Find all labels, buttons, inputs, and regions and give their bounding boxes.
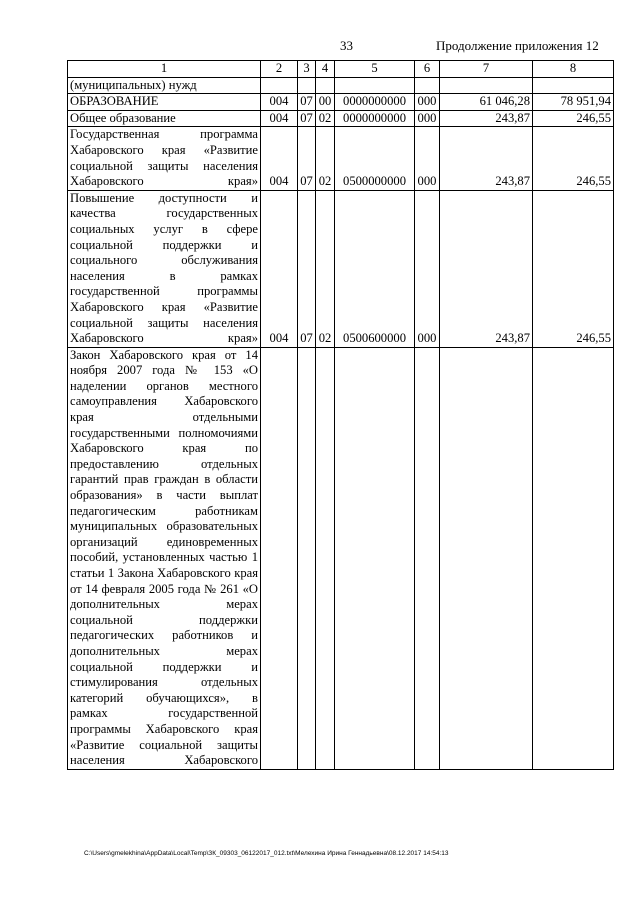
cell-target-article: 0500000000 xyxy=(335,127,415,190)
cell-section: 07 xyxy=(298,110,316,127)
cell-subsection xyxy=(316,77,335,94)
footer-file-path: C:\Users\gmelekhina\AppData\Local\Temp\ЗК_09303_06122017_012.txt\Мелехина Ирина Геннадьевна\08.12.2017 14:54:13 xyxy=(84,850,449,857)
cell-admin-code xyxy=(261,347,298,769)
cell-section: 07 xyxy=(298,94,316,111)
row-name: Общее образование xyxy=(68,110,261,127)
budget-table xyxy=(67,60,614,770)
cell-section: 07 xyxy=(298,190,316,347)
cell-amount-2 xyxy=(533,347,614,769)
column-header-4: 4 xyxy=(316,61,335,78)
column-header-3: 3 xyxy=(298,61,316,78)
cell-target-article xyxy=(335,77,415,94)
cell-subsection: 02 xyxy=(316,110,335,127)
cell-expense-type xyxy=(415,347,440,769)
cell-section xyxy=(298,347,316,769)
table-row xyxy=(68,110,614,127)
column-header-1: 1 xyxy=(68,61,261,78)
appendix-continuation-label: Продолжение приложения 12 xyxy=(436,38,599,53)
column-number-row xyxy=(68,61,614,78)
cell-subsection: 02 xyxy=(316,127,335,190)
cell-target-article: 0000000000 xyxy=(335,94,415,111)
cell-expense-type: 000 xyxy=(415,94,440,111)
cell-amount-1: 243,87 xyxy=(440,110,533,127)
cell-admin-code: 004 xyxy=(261,110,298,127)
cell-admin-code: 004 xyxy=(261,94,298,111)
cell-amount-1: 243,87 xyxy=(440,127,533,190)
table-row xyxy=(68,190,614,347)
cell-admin-code: 004 xyxy=(261,190,298,347)
row-name: ОБРАЗОВАНИЕ xyxy=(68,94,261,111)
table-row xyxy=(68,347,614,769)
column-header-2: 2 xyxy=(261,61,298,78)
cell-target-article: 0000000000 xyxy=(335,110,415,127)
cell-expense-type xyxy=(415,77,440,94)
page-number: 33 xyxy=(340,38,353,53)
row-name: Государственная программа Хабаровского края «Развитие социальной защиты населения Хабаровского края» xyxy=(68,127,261,190)
column-header-5: 5 xyxy=(335,61,415,78)
cell-amount-2: 78 951,94 xyxy=(533,94,614,111)
cell-expense-type: 000 xyxy=(415,110,440,127)
row-name: (муниципальных) нужд xyxy=(68,77,261,94)
column-header-6: 6 xyxy=(415,61,440,78)
cell-target-article xyxy=(335,347,415,769)
table-row xyxy=(68,127,614,190)
cell-section: 07 xyxy=(298,127,316,190)
row-name: Повышение доступности и качества государственных социальных услуг в сфере социальной поддержки и социального обслуживания населения в рамках государственной программы Хабаровского края «Развитие социальной защиты населения Хабаровского края» xyxy=(68,190,261,347)
cell-amount-1: 243,87 xyxy=(440,190,533,347)
cell-subsection: 00 xyxy=(316,94,335,111)
cell-amount-1: 61 046,28 xyxy=(440,94,533,111)
cell-target-article: 0500600000 xyxy=(335,190,415,347)
cell-amount-2: 246,55 xyxy=(533,190,614,347)
column-header-8: 8 xyxy=(533,61,614,78)
cell-amount-1 xyxy=(440,77,533,94)
column-header-7: 7 xyxy=(440,61,533,78)
table-row xyxy=(68,94,614,111)
cell-amount-1 xyxy=(440,347,533,769)
cell-expense-type: 000 xyxy=(415,190,440,347)
cell-admin-code: 004 xyxy=(261,127,298,190)
cell-amount-2 xyxy=(533,77,614,94)
table-row xyxy=(68,77,614,94)
cell-admin-code xyxy=(261,77,298,94)
cell-amount-2: 246,55 xyxy=(533,127,614,190)
cell-subsection xyxy=(316,347,335,769)
cell-amount-2: 246,55 xyxy=(533,110,614,127)
cell-section xyxy=(298,77,316,94)
row-name: Закон Хабаровского края от 14 ноября 2007 года № 153 «О наделении органов местного самоуправления Хабаровского края отдельными государственными полномочиями Хабаровского края по предоставлению отдельных гарантий прав граждан в области образования» в части выплат педагогическим работникам муниципальных образовательных организаций единовременных пособий, установленных частью 1 статьи 1 Закона Хабаровского края от 14 февраля 2005 года № 261 «О дополнительных мерах социальной поддержки педагогических работников и дополнительных мерах социальной поддержки и стимулирования отдельных категорий обучающихся», в рамках государственной программы Хабаровского края «Развитие социальной защиты населения Хабаровского xyxy=(68,347,261,769)
cell-expense-type: 000 xyxy=(415,127,440,190)
cell-subsection: 02 xyxy=(316,190,335,347)
